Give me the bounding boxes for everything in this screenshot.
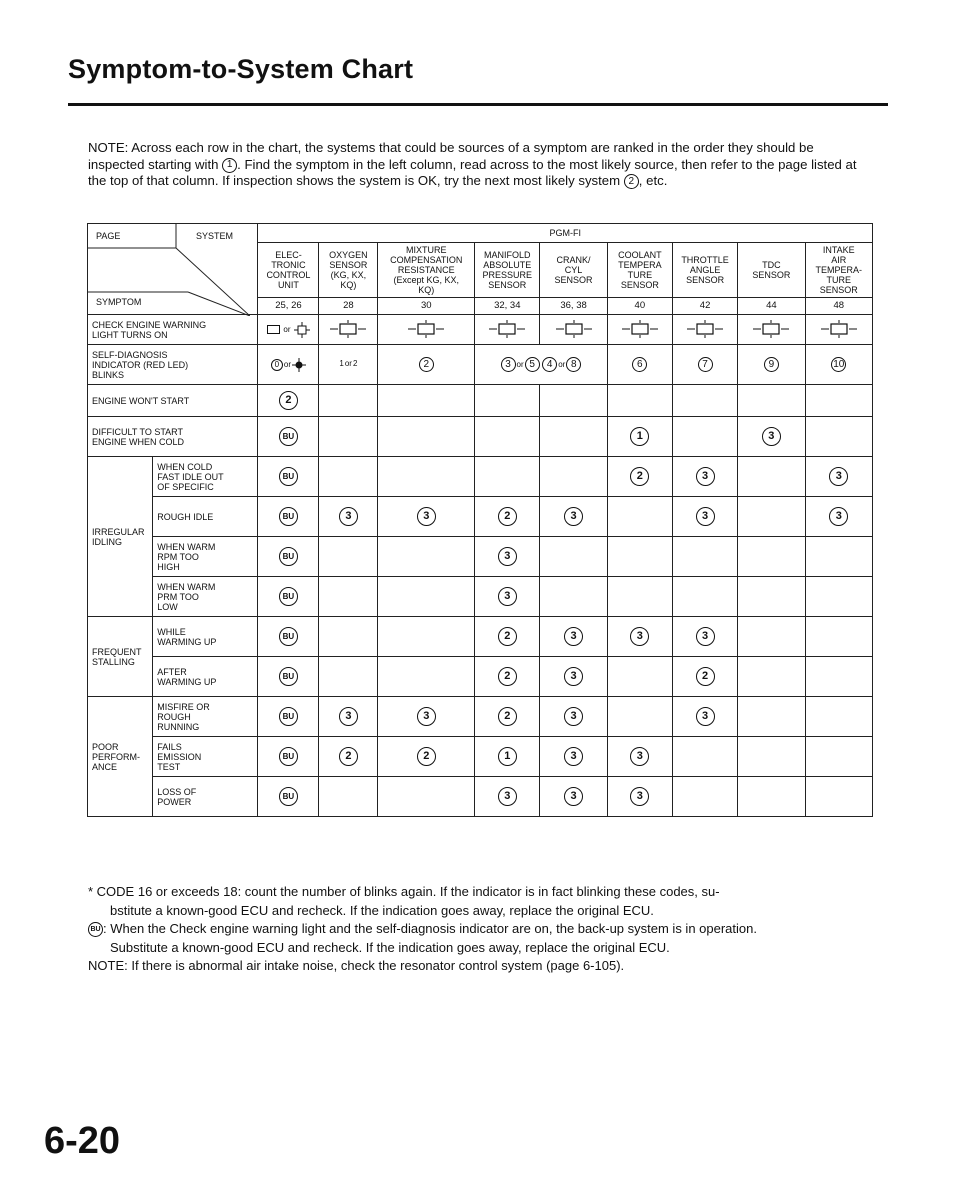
check-engine-icon — [556, 320, 592, 338]
rank-mark: 3 — [498, 547, 517, 566]
rank-cell — [738, 385, 805, 417]
symptom-cell: ROUGH IDLE — [153, 497, 258, 537]
rank-cell — [607, 577, 672, 617]
rank-cell — [378, 617, 475, 657]
rank-mark: 2 — [498, 667, 517, 686]
rank-cell — [475, 777, 540, 817]
rank-cell — [258, 577, 319, 617]
system-header: CRANK/ CYL SENSOR — [540, 243, 607, 298]
rank-cell — [607, 417, 672, 457]
symptom-cell: LOSS OF POWER — [153, 777, 258, 817]
rank-mark: 3 — [696, 707, 715, 726]
rank-cell — [319, 457, 378, 497]
backup-icon: BU — [279, 467, 298, 486]
rank-cell — [738, 577, 805, 617]
rank-mark: 2 — [417, 747, 436, 766]
rank-cell — [319, 537, 378, 577]
rank-cell — [540, 577, 607, 617]
page-number: 6-20 — [44, 1120, 121, 1162]
table-row — [88, 577, 873, 617]
rank-cell — [475, 497, 540, 537]
rank-cell — [258, 697, 319, 737]
table-row — [88, 737, 873, 777]
backup-icon: BU — [279, 587, 298, 606]
rank-cell — [475, 457, 540, 497]
blink-code-icon: 8 — [566, 357, 581, 372]
rank-cell — [258, 417, 319, 457]
blink-code-icon: 7 — [698, 357, 713, 372]
table-row — [88, 385, 873, 417]
rank-cell — [475, 617, 540, 657]
rank-mark: 3 — [339, 507, 358, 526]
rank-cell — [319, 657, 378, 697]
rank-cell — [540, 537, 607, 577]
or-label: or — [516, 359, 524, 369]
rank-cell — [607, 537, 672, 577]
check-engine-icon — [408, 320, 444, 338]
rank-mark: 3 — [696, 507, 715, 526]
system-page: 42 — [672, 298, 737, 315]
symptom-cell: SELF-DIAGNOSIS INDICATOR (RED LED) BLINKS — [88, 345, 258, 385]
system-page: 40 — [607, 298, 672, 315]
system-page: 32, 34 — [475, 298, 540, 315]
rank-mark: 3 — [564, 747, 583, 766]
rank-cell — [672, 417, 737, 457]
check-light-cell — [805, 315, 872, 345]
rank-mark: 2 — [498, 707, 517, 726]
rank-cell — [672, 697, 737, 737]
system-header: MANIFOLD ABSOLUTE PRESSURE SENSOR — [475, 243, 540, 298]
symptom-cell: MISFIRE OR ROUGH RUNNING — [153, 697, 258, 737]
rank-cell — [258, 737, 319, 777]
rank-cell — [475, 697, 540, 737]
rank-1-mark: 1 — [222, 158, 237, 173]
system-page: 28 — [319, 298, 378, 315]
table-row — [88, 457, 873, 497]
blink-code-icon: 10 — [831, 357, 846, 372]
rank-cell — [672, 737, 737, 777]
rank-mark: 3 — [829, 467, 848, 486]
system-page: 30 — [378, 298, 475, 315]
rank-cell — [378, 697, 475, 737]
backup-icon: BU — [88, 922, 103, 937]
rank-mark: 1 — [630, 427, 649, 446]
rank-cell — [475, 737, 540, 777]
check-engine-icon — [489, 320, 525, 338]
rank-cell — [475, 657, 540, 697]
rank-mark: 3 — [564, 627, 583, 646]
backup-icon: BU — [279, 707, 298, 726]
header-corner — [88, 224, 258, 315]
rank-cell — [319, 777, 378, 817]
intro-note — [88, 140, 872, 190]
blink-code-icon: 9 — [764, 357, 779, 372]
check-engine-icon — [687, 320, 723, 338]
rank-cell — [540, 497, 607, 537]
rank-2-mark: 2 — [624, 174, 639, 189]
rank-mark: 2 — [696, 667, 715, 686]
rank-cell — [672, 537, 737, 577]
backup-icon: BU — [279, 427, 298, 446]
rank-mark: 3 — [829, 507, 848, 526]
rank-cell — [805, 537, 872, 577]
table-row — [88, 697, 873, 737]
blink-cell — [378, 345, 475, 385]
blink-code-icon: 5 — [525, 357, 540, 372]
blink-cell — [805, 345, 872, 385]
rank-cell — [378, 457, 475, 497]
rank-cell — [258, 777, 319, 817]
blink-code-icon: 6 — [632, 357, 647, 372]
rank-cell — [607, 497, 672, 537]
check-engine-icon — [622, 320, 658, 338]
backup-icon: BU — [279, 627, 298, 646]
bu-footnote-text: : When the Check engine warning light and the self-diagnosis indicator are on, the back-up system is in operation. — [103, 921, 757, 936]
symptom-cell: CHECK ENGINE WARNING LIGHT TURNS ON — [88, 315, 258, 345]
rank-cell — [738, 537, 805, 577]
rank-cell — [319, 417, 378, 457]
rank-cell — [319, 617, 378, 657]
table-row — [88, 617, 873, 657]
backup-icon: BU — [279, 747, 298, 766]
rank-cell — [475, 577, 540, 617]
table-row — [88, 657, 873, 697]
rank-cell — [378, 417, 475, 457]
check-light-cell — [738, 315, 805, 345]
note-text-2: . Find the symptom in the left column, read across to the most likely source, then refer to the page listed at the top of that column. If inspection shows the system is OK, try the next most likely system — [88, 156, 857, 188]
rank-cell — [475, 537, 540, 577]
backup-icon: BU — [279, 667, 298, 686]
or-label: or — [283, 324, 291, 334]
system-header: OXYGEN SENSOR (KG, KX, KQ) — [319, 243, 378, 298]
blink-cell — [672, 345, 737, 385]
rank-mark: 3 — [498, 787, 517, 806]
system-header: THROTTLE ANGLE SENSOR — [672, 243, 737, 298]
table-row — [88, 777, 873, 817]
check-light-cell — [378, 315, 475, 345]
blink-code-icon: 2 — [419, 357, 434, 372]
symptom-system-table — [87, 223, 873, 817]
rank-mark: 3 — [564, 787, 583, 806]
rank-mark: 3 — [417, 707, 436, 726]
check-engine-icon — [821, 320, 857, 338]
check-engine-icon — [753, 320, 789, 338]
symptom-rows — [88, 385, 873, 817]
rank-cell — [738, 457, 805, 497]
rank-cell — [738, 777, 805, 817]
rank-cell — [805, 617, 872, 657]
table-row — [88, 315, 873, 345]
rank-cell — [672, 385, 737, 417]
rank-cell — [672, 497, 737, 537]
rank-cell — [540, 737, 607, 777]
system-page: 44 — [738, 298, 805, 315]
rank-cell — [378, 385, 475, 417]
rank-mark: 3 — [630, 787, 649, 806]
rank-cell — [805, 737, 872, 777]
rank-mark: 3 — [564, 667, 583, 686]
table-row — [88, 537, 873, 577]
rank-mark: 2 — [498, 627, 517, 646]
blink-cell — [607, 345, 672, 385]
check-engine-icon — [330, 320, 366, 338]
symptom-cell: WHILE WARMING UP — [153, 617, 258, 657]
rank-cell — [738, 497, 805, 537]
backup-icon: BU — [279, 547, 298, 566]
rank-cell — [378, 777, 475, 817]
rank-cell — [607, 457, 672, 497]
rank-cell — [540, 617, 607, 657]
rank-cell — [607, 697, 672, 737]
rank-mark: 2 — [630, 467, 649, 486]
rank-mark: 3 — [696, 467, 715, 486]
check-light-cell — [319, 315, 378, 345]
system-label: SYSTEM — [196, 231, 234, 241]
rank-cell — [319, 385, 378, 417]
rank-mark: 3 — [417, 507, 436, 526]
rank-cell — [805, 457, 872, 497]
bu-footnote — [88, 920, 888, 939]
rank-cell — [607, 657, 672, 697]
or-label: or — [558, 359, 566, 369]
rank-cell — [607, 617, 672, 657]
symptom-group: FREQUENT STALLING — [88, 617, 153, 697]
rank-mark: 3 — [630, 627, 649, 646]
rank-cell — [805, 417, 872, 457]
rank-cell — [607, 777, 672, 817]
rank-cell — [378, 537, 475, 577]
warning-lamp-icon — [267, 325, 280, 334]
rank-mark: 2 — [498, 507, 517, 526]
or-label: or — [283, 359, 291, 369]
rank-cell — [805, 697, 872, 737]
symptom-cell: WHEN WARM PRM TOO LOW — [153, 577, 258, 617]
symptom-label: SYMPTOM — [96, 297, 142, 307]
rank-cell — [540, 417, 607, 457]
symptom-cell: AFTER WARMING UP — [153, 657, 258, 697]
blink-code-icon: 3 — [501, 357, 516, 372]
rank-cell — [319, 737, 378, 777]
rank-mark: 3 — [762, 427, 781, 446]
rank-cell — [258, 457, 319, 497]
rank-cell — [258, 617, 319, 657]
blink-cell — [258, 345, 319, 385]
rank-cell — [258, 497, 319, 537]
rank-mark: 3 — [498, 587, 517, 606]
system-page: 48 — [805, 298, 872, 315]
rank-cell — [540, 657, 607, 697]
rank-mark: 1 — [498, 747, 517, 766]
rank-cell — [805, 657, 872, 697]
symptom-cell: WHEN WARM RPM TOO HIGH — [153, 537, 258, 577]
rank-cell — [738, 737, 805, 777]
check-light-cell — [475, 315, 540, 345]
rank-cell — [805, 777, 872, 817]
system-header: MIXTURE COMPENSATION RESISTANCE (Except KG, KX, KQ) — [378, 243, 475, 298]
title-rule — [68, 103, 888, 106]
rank-cell — [258, 385, 319, 417]
rank-cell — [475, 385, 540, 417]
rank-cell — [738, 657, 805, 697]
symptom-cell: WHEN COLD FAST IDLE OUT OF SPECIFIC — [153, 457, 258, 497]
rank-mark: 3 — [630, 747, 649, 766]
table-row — [88, 417, 873, 457]
page-title: Symptom-to-System Chart — [68, 54, 414, 84]
rank-cell — [672, 457, 737, 497]
check-light-cell — [540, 315, 607, 345]
warning-lamp-cell — [258, 315, 319, 345]
rank-cell — [378, 737, 475, 777]
backup-icon: BU — [279, 787, 298, 806]
rank-cell — [672, 577, 737, 617]
rank-cell — [607, 737, 672, 777]
blink-code: 2 — [352, 359, 358, 369]
rank-cell — [540, 777, 607, 817]
led-off-icon: 0 — [271, 359, 283, 371]
rank-mark: 3 — [339, 707, 358, 726]
check-light-cell — [607, 315, 672, 345]
rank-mark: 3 — [696, 627, 715, 646]
rank-cell — [805, 497, 872, 537]
bu-footnote-2: Substitute a known-good ECU and recheck. If the indication goes away, replace the original ECU. — [110, 939, 670, 955]
rank-mark: 2 — [339, 747, 358, 766]
rank-cell — [805, 577, 872, 617]
rank-cell — [738, 417, 805, 457]
code-footnote-2: bstitute a known-good ECU and recheck. If the indication goes away, replace the original ECU. — [110, 902, 654, 918]
rank-mark: 2 — [279, 391, 298, 410]
rank-cell — [805, 385, 872, 417]
rank-cell — [258, 537, 319, 577]
system-header: COOLANT TEMPERA TURE SENSOR — [607, 243, 672, 298]
rank-cell — [672, 657, 737, 697]
note-text-3: , etc. — [638, 173, 668, 188]
rank-cell — [540, 457, 607, 497]
system-page: 25, 26 — [258, 298, 319, 315]
rank-cell — [475, 417, 540, 457]
rank-cell — [672, 617, 737, 657]
rank-cell — [378, 657, 475, 697]
led-on-icon — [292, 358, 306, 372]
or-label: or — [344, 359, 352, 369]
blink-code-icon: 4 — [542, 357, 557, 372]
blink-code: 1 — [339, 359, 344, 369]
backup-icon: BU — [279, 507, 298, 526]
blink-cell — [319, 345, 378, 385]
code-footnote-1: * CODE 16 or exceeds 18: count the number of blinks again. If the indicator is in fact blinking these codes, su- — [88, 884, 720, 899]
lamp-glow-icon — [294, 322, 310, 338]
symptom-cell: ENGINE WON'T START — [88, 385, 258, 417]
symptom-group: POOR PERFORM- ANCE — [88, 697, 153, 817]
resonator-note: NOTE: If there is abnormal air intake noise, check the resonator control system (page 6-105). — [88, 958, 625, 973]
rank-mark: 3 — [564, 507, 583, 526]
blink-cell — [738, 345, 805, 385]
table-row — [88, 345, 873, 385]
table-row — [88, 497, 873, 537]
system-header: INTAKE AIR TEMPERA- TURE SENSOR — [805, 243, 872, 298]
rank-cell — [319, 497, 378, 537]
system-page: 36, 38 — [540, 298, 607, 315]
symptom-cell: FAILS EMISSION TEST — [153, 737, 258, 777]
symptom-group: IRREGULAR IDLING — [88, 457, 153, 617]
rank-cell — [738, 697, 805, 737]
rank-cell — [258, 657, 319, 697]
blink-cell — [475, 345, 608, 385]
note-text-1: NOTE: Across each row in the chart, the systems that could be sources of a symptom are ranked in the order they should be inspected starting with — [88, 140, 814, 172]
symptom-cell: DIFFICULT TO START ENGINE WHEN COLD — [88, 417, 258, 457]
rank-cell — [672, 777, 737, 817]
rank-cell — [738, 617, 805, 657]
pgm-fi-group: PGM-FI — [258, 224, 873, 243]
rank-cell — [378, 577, 475, 617]
rank-cell — [540, 385, 607, 417]
rank-cell — [607, 385, 672, 417]
footnotes — [88, 883, 888, 976]
page-label: PAGE — [96, 231, 121, 241]
system-header: TDC SENSOR — [738, 243, 805, 298]
rank-cell — [378, 497, 475, 537]
rank-cell — [319, 577, 378, 617]
system-header: ELEC- TRONIC CONTROL UNIT — [258, 243, 319, 298]
rank-cell — [540, 697, 607, 737]
rank-mark: 3 — [564, 707, 583, 726]
rank-cell — [319, 697, 378, 737]
check-light-cell — [672, 315, 737, 345]
